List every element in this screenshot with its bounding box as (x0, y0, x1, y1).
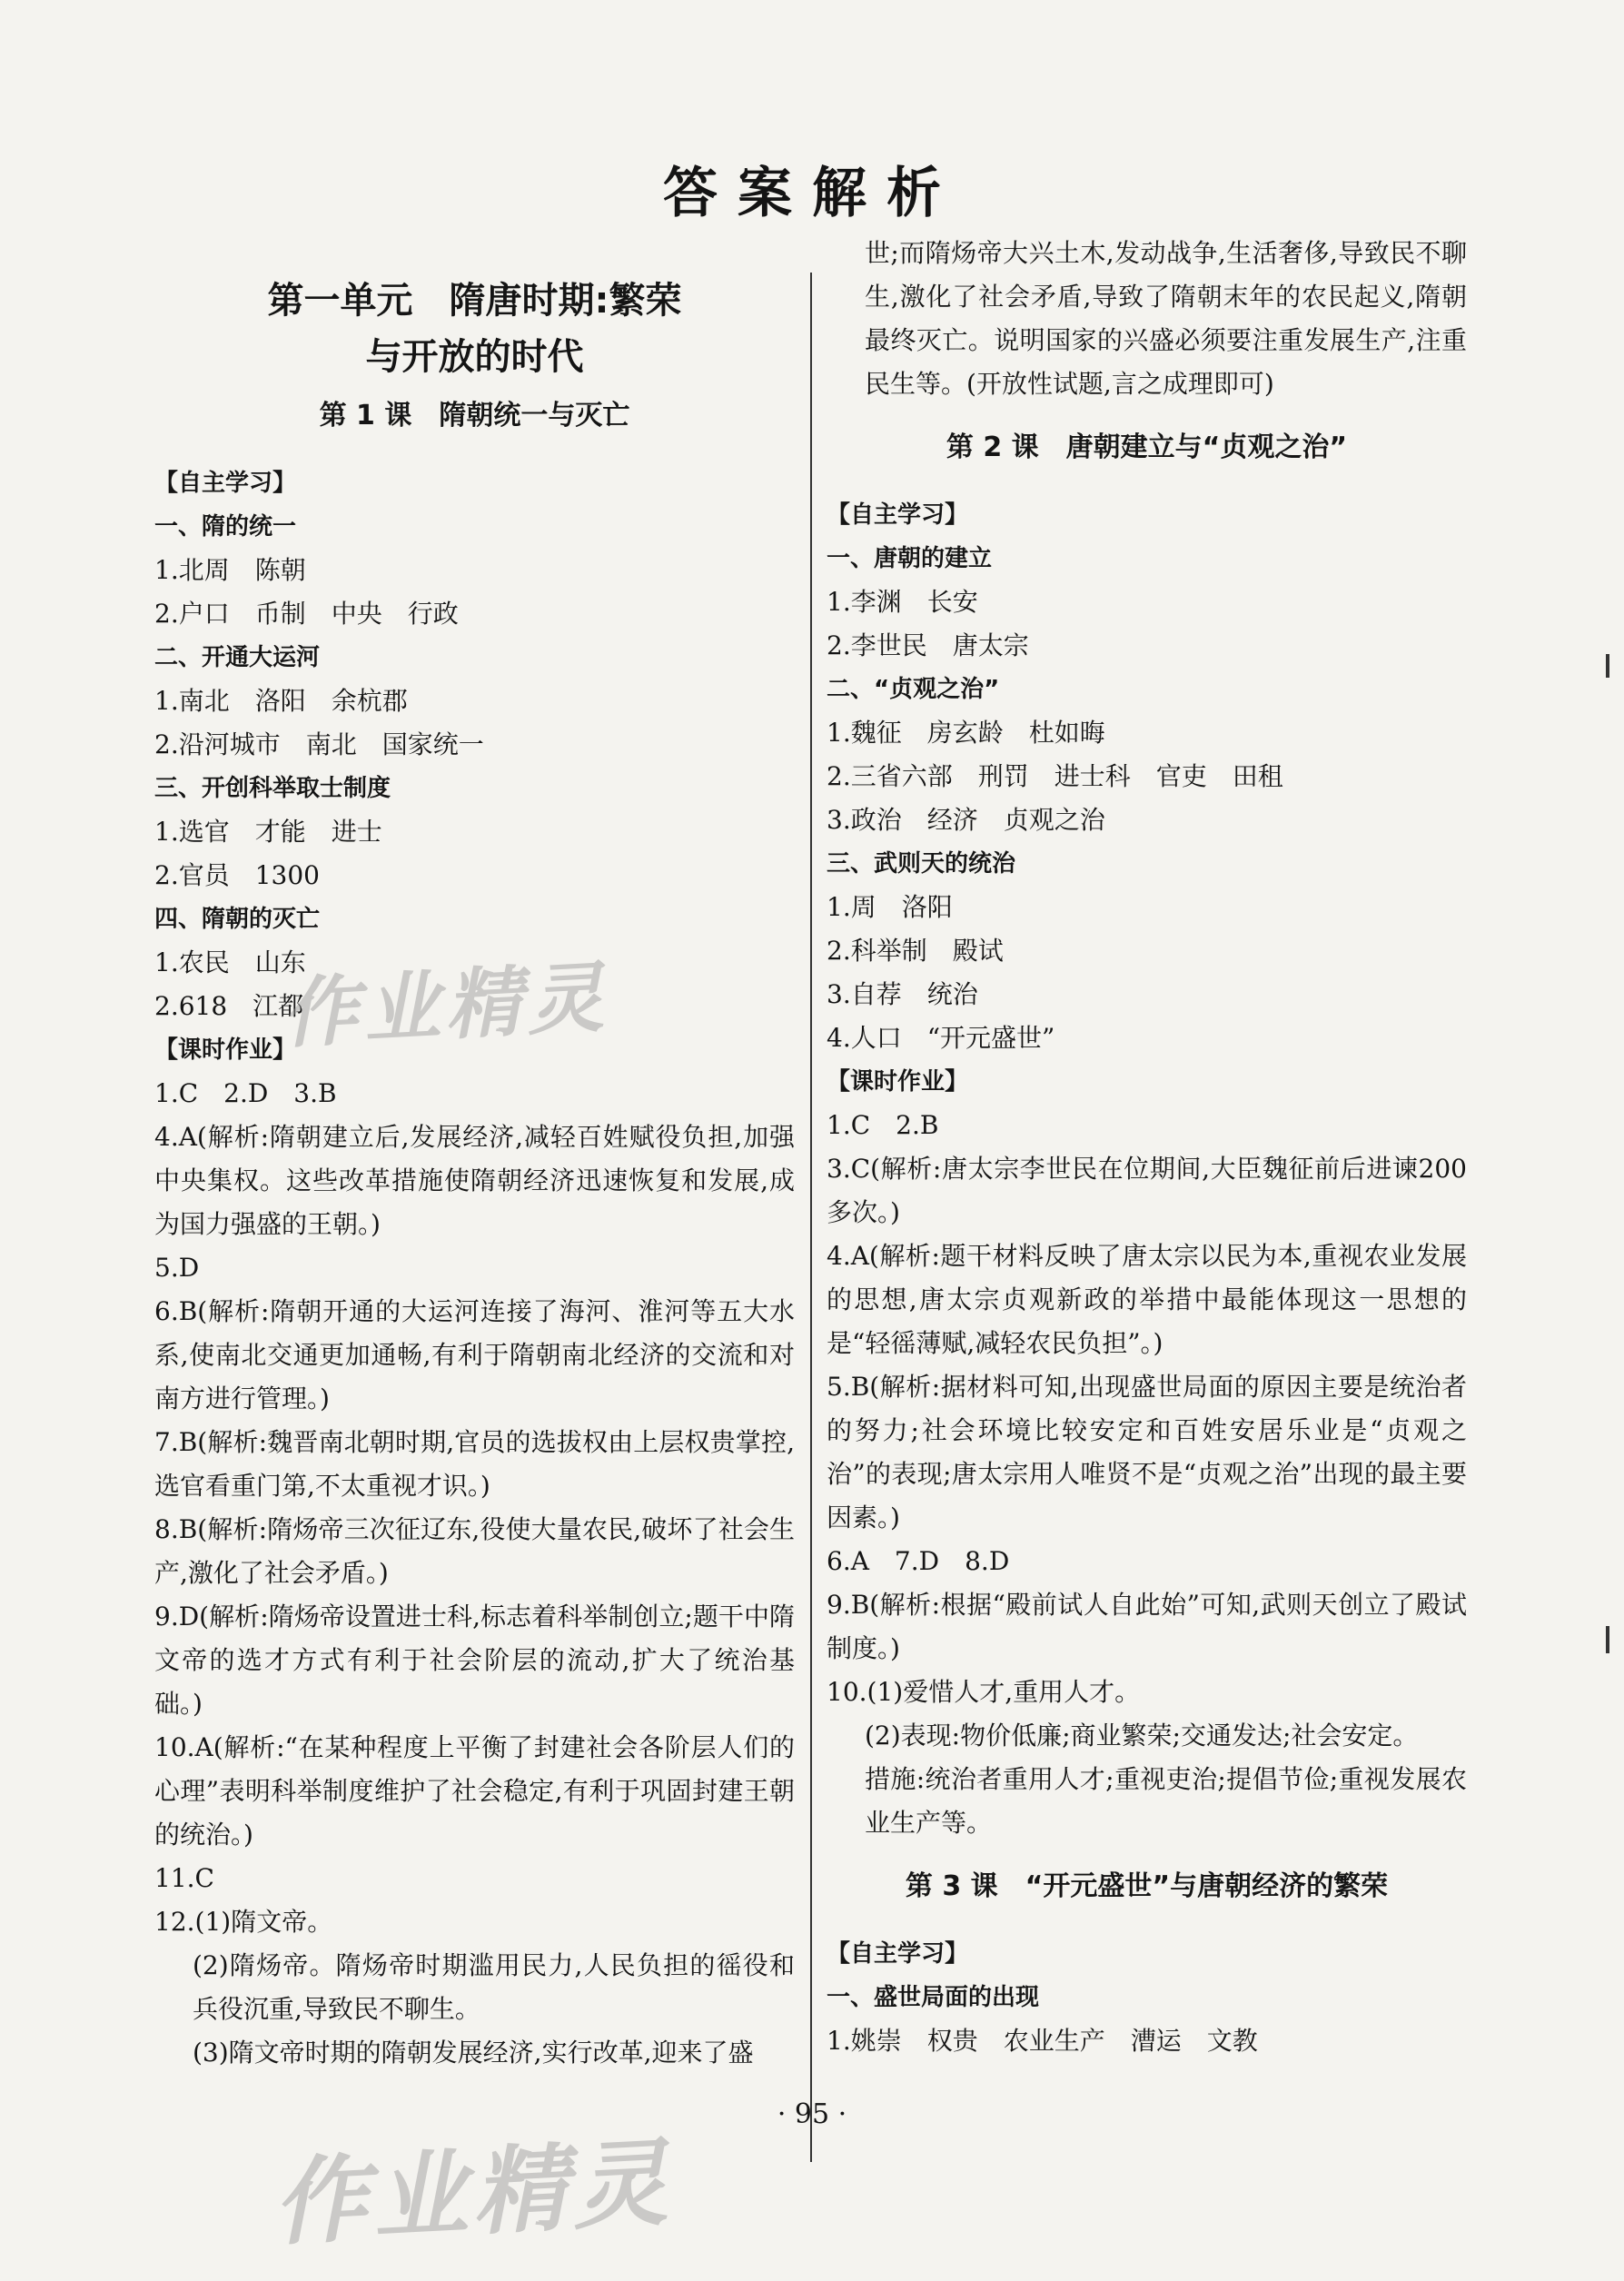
section-heading: 二、“贞观之治” (827, 676, 1000, 703)
answer-explanation: (3)隋文帝时期的隋朝发展经济,实行改革,迎来了盛 (193, 2038, 754, 2068)
answer-line: 1.农民 山东 (154, 947, 306, 977)
answer-explanation: 5.B(解析:据材料可知,出现盛世局面的原因主要是统治者的努力;社会环境比较安定和百姓安居乐业是“贞观之治”的表现;唐太宗用人唯贤不是“贞观之治”出现的最主要因素。) (827, 1372, 1467, 1532)
section-heading: 一、隋的统一 (154, 513, 297, 540)
answer-explanation: 3.C(解析:唐太宗李世民在位期间,大臣魏征前后进谏200 多次。) (827, 1154, 1467, 1227)
self-study-tag: 【自主学习】 (827, 501, 969, 529)
answer-line: 1.魏征 房玄龄 杜如晦 (827, 718, 1105, 748)
answer-line: 1.南北 洛阳 余杭郡 (154, 686, 408, 716)
section-heading: 二、开通大运河 (154, 644, 321, 671)
lesson1-title: 第 1 课 隋朝统一与灭亡 (319, 400, 630, 431)
answer-explanation: 4.A(解析:题干材料反映了唐太宗以民为本,重视农业发展的思想,唐太宗贞观新政的举措中最能体现这一思想的是“轻徭薄赋,减轻农民负担”。) (827, 1241, 1467, 1358)
left-column (154, 273, 795, 2075)
answer-continuation: 世;而隋炀帝大兴土木,发动战争,生活奢侈,导致民不聊生,激化了社会矛盾,导致了隋朝末年的农民起义,隋朝最终灭亡。说明国家的兴盛必须要注重发展生产,注重民生等。(开放性试题,言之成理即可) (865, 238, 1467, 399)
answer-line: 1.选官 才能 进士 (154, 817, 382, 847)
section-heading: 一、唐朝的建立 (827, 545, 993, 572)
answer-explanation: 6.B(解析:隋朝开通的大运河连接了海河、淮河等五大水系,使南北交通更加通畅,有利于隋朝南北经济的交流和对南方进行管理。) (154, 1296, 795, 1413)
answer-line: 1.李渊 长安 (827, 587, 978, 617)
lesson2-title: 第 2 课 唐朝建立与“贞观之治” (946, 431, 1348, 463)
answer-line: 2.科举制 殿试 (827, 936, 1004, 966)
self-study-tag: 【自主学习】 (827, 1940, 969, 1968)
answer-line: 12.(1)隋文帝。 (154, 1907, 333, 1937)
answer-line: 2.李世民 唐太宗 (827, 630, 1029, 660)
answer-line: 1.周 洛阳 (827, 892, 953, 922)
section-heading: 一、盛世局面的出现 (827, 1984, 1040, 2011)
scan-artifact (1606, 654, 1609, 678)
answer-explanation: 9.D(解析:隋炀帝设置进士科,标志着科举制创立;题干中隋文帝的选才方式有利于社会阶层的流动,扩大了统治基础。) (154, 1602, 795, 1719)
answer-explanation: 9.B(解析:根据“殿前试人自此始”可知,武则天创立了殿试制度。) (827, 1590, 1467, 1663)
self-study-tag: 【自主学习】 (154, 470, 297, 497)
answer-explanation: 4.A(解析:隋朝建立后,发展经济,减轻百姓赋役负担,加强中央集权。这些改革措施使隋朝经济迅速恢复和发展,成为国力强盛的王朝。) (154, 1122, 795, 1239)
answer-line: 1.C 2.D 3.B (154, 1078, 337, 1108)
page-number: · 95 · (777, 2098, 847, 2130)
unit-title-line1: 第一单元 隋唐时期:繁荣 (267, 280, 682, 322)
homework-tag: 【课时作业】 (827, 1068, 969, 1096)
answer-line: 2.三省六部 刑罚 进士科 官吏 田租 (827, 761, 1283, 791)
watermark: 作业精灵 (280, 952, 611, 1059)
answer-line: 2.618 江都 (154, 991, 304, 1021)
answer-line: 2.官员 1300 (154, 860, 320, 890)
answer-line: 1.C 2.B (827, 1110, 939, 1140)
answer-line: 2.户口 币制 中央 行政 (154, 599, 459, 629)
answer-line: 1.姚崇 权贵 农业生产 漕运 文教 (827, 2026, 1258, 2056)
answer-explanation: 8.B(解析:隋炀帝三次征辽东,役使大量农民,破坏了社会生产,激化了社会矛盾。) (154, 1514, 795, 1588)
homework-tag: 【课时作业】 (154, 1036, 297, 1064)
answer-explanation: 7.B(解析:魏晋南北朝时期,官员的选拔权由上层权贵掌控,选官看重门第,不太重视才识。) (154, 1427, 795, 1501)
answer-explanation: 10.A(解析:“在某种程度上平衡了封建社会各阶层人们的心理”表明科举制度维护了社会稳定,有利于巩固封建王朝的统治。) (154, 1732, 795, 1850)
answer-explanation: 措施:统治者重用人才;重视吏治;提倡节俭;重视发展农业生产等。 (865, 1764, 1467, 1838)
answer-line: 2.沿河城市 南北 国家统一 (154, 729, 484, 759)
section-heading: 四、隋朝的灭亡 (154, 906, 321, 933)
column-divider (810, 273, 812, 2162)
answer-line: 4.人口 “开元盛世” (827, 1023, 1055, 1053)
answer-explanation: (2)表现:物价低廉;商业繁荣;交通发达;社会安定。 (865, 1721, 1419, 1750)
lesson3-title: 第 3 课 “开元盛世”与唐朝经济的繁荣 (905, 1870, 1389, 1902)
scan-artifact (1606, 1626, 1609, 1653)
answer-line: 5.D (154, 1253, 200, 1283)
watermark: 作业精灵 (270, 2127, 676, 2259)
section-heading: 三、武则天的统治 (827, 850, 1016, 878)
page-title: 答案解析 (663, 162, 961, 225)
unit-title-line2: 与开放的时代 (365, 336, 584, 378)
right-column (827, 232, 1467, 2063)
answer-line: 1.北周 陈朝 (154, 555, 306, 585)
answer-line: 6.A 7.D 8.D (827, 1546, 1010, 1576)
section-heading: 三、开创科举取士制度 (154, 775, 391, 802)
answer-line: 10.(1)爱惜人才,重用人才。 (827, 1677, 1141, 1707)
unit-title (154, 273, 795, 385)
answer-line: 11.C (154, 1863, 214, 1893)
answer-line: 3.自荐 统治 (827, 979, 978, 1009)
answer-line: 3.政治 经济 贞观之治 (827, 805, 1105, 835)
answer-explanation: (2)隋炀帝。隋炀帝时期滥用民力,人民负担的徭役和兵役沉重,导致民不聊生。 (193, 1950, 795, 2024)
